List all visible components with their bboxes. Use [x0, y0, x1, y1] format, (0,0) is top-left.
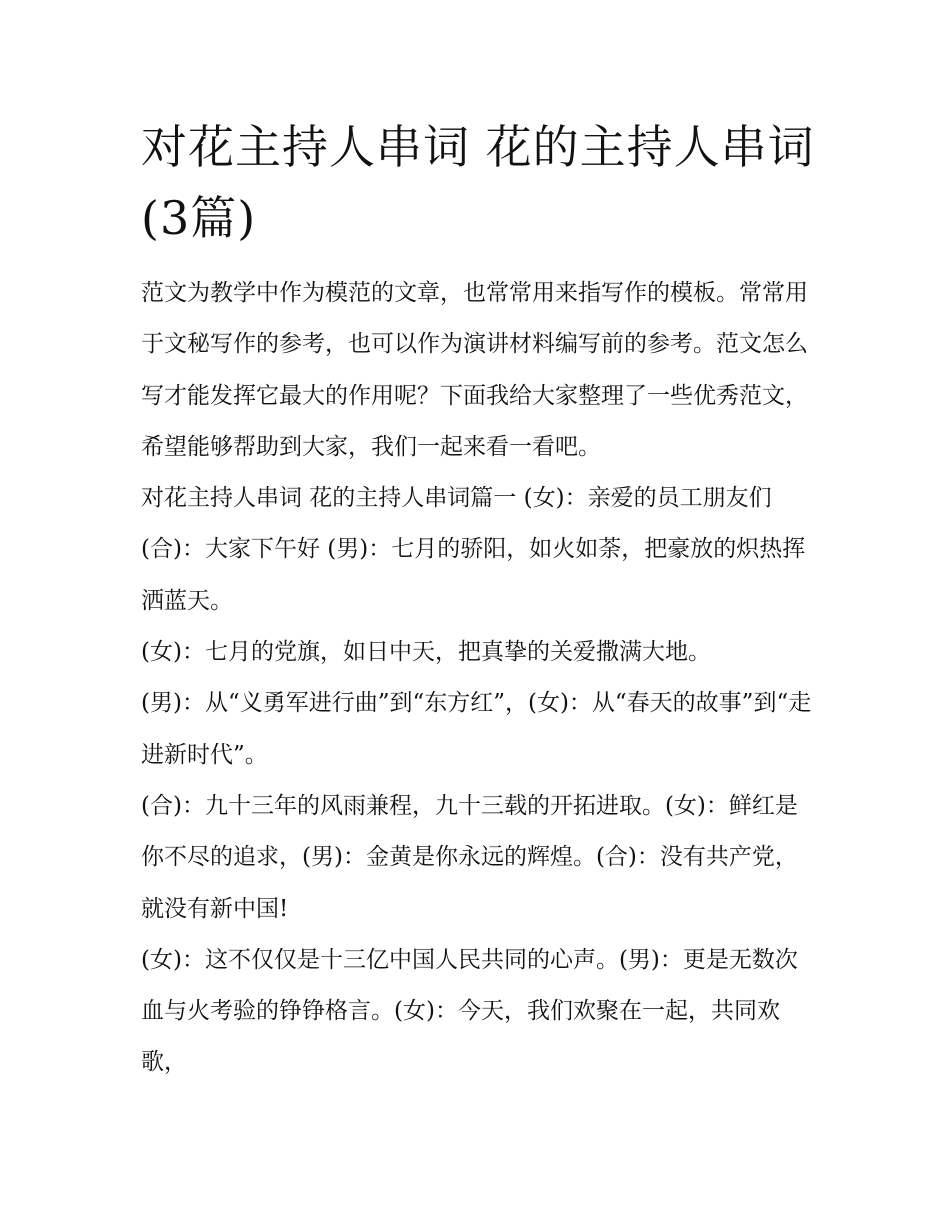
document-body: [141, 268, 816, 1089]
paragraph-1: 对花主持人串词 花的主持人串词篇一 (女)：亲爱的员工朋友们 (合)：大家下午好 (男)：七月的骄阳，如火如荼，把豪放的炽热挥洒蓝天。: [141, 485, 806, 614]
paragraph-2: (女)：七月的党旗，如日中天，把真挚的关爱撒满大地。: [141, 639, 711, 666]
document-page: [141, 112, 816, 1089]
paragraph-5: (女)：这不仅仅是十三亿中国人民共同的心声。(男)：更是无数次血与火考验的铮铮格言。(女)：今天，我们欢聚在一起，共同欢歌，: [141, 946, 798, 1076]
paragraph-4: (合)：九十三年的风雨兼程，九十三载的开拓进取。(女)：鲜红是你不尽的追求，(男)：金黄是你永远的辉煌。(合)：没有共产党，就没有新中国!: [141, 792, 798, 922]
paragraph-intro: 范文为教学中作为模范的文章，也常常用来指写作的模板。常常用于文秘写作的参考，也可以作为演讲材料编写前的参考。范文怎么写才能发挥它最大的作用呢？下面我给大家整理了一些优秀范文，希望能够帮助到大家，我们一起来看一看吧。: [141, 280, 808, 460]
document-title: 对花主持人串词 花的主持人串词(3篇): [141, 120, 815, 245]
paragraph-3: (男)：从“义勇军进行曲”到“东方红”，(女)：从“春天的故事”到“走进新时代”。: [141, 690, 812, 768]
